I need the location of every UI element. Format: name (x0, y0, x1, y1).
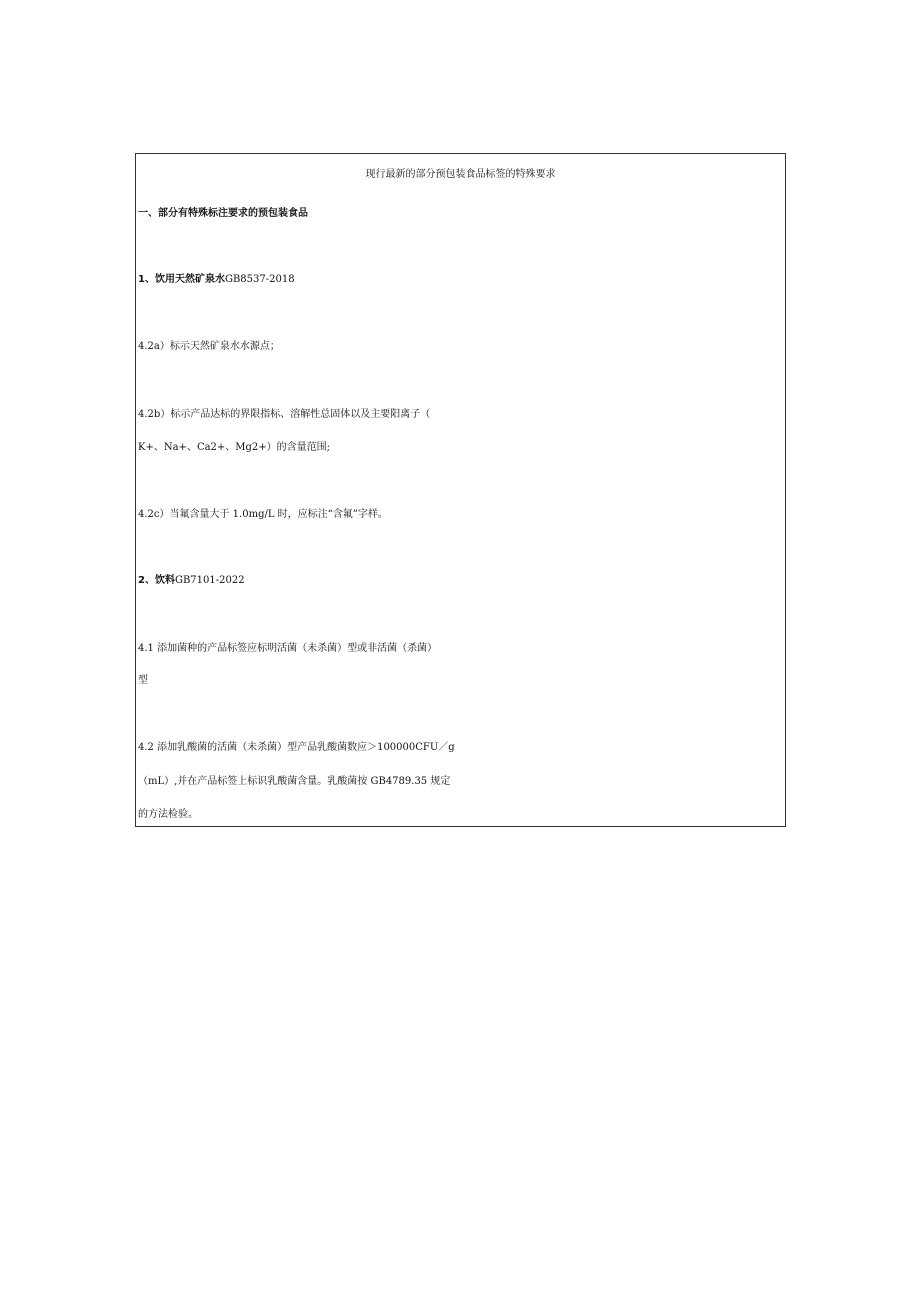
item-heading-text: 2、饮料 (138, 575, 175, 586)
item-heading-beverages (138, 569, 785, 593)
paragraph: 4.2b）标示产品达标的界限指标、溶解性总固体以及主要阳离子（ (138, 409, 431, 420)
paragraph: （mL）,并在产品标签上标识乳酸菌含量。乳酸菌按 GB4789.35 规定 (138, 776, 451, 787)
paragraph: K+、Na+、Ca2+、Mg2+）的含量范围; (138, 442, 331, 453)
paragraph: 4.2c）当氟含量大于 1.0mg/L 时，应标注“含氟”字样。 (138, 509, 388, 520)
paragraph: 4.1 添加菌种的产品标签应标明活菌（未杀菌）型或非活菌（杀菌） (138, 643, 438, 654)
paragraph: 型 (138, 675, 148, 686)
item-heading-mineral-water (138, 268, 785, 292)
standard-code: GB8537-2018 (224, 274, 295, 285)
paragraph: 4.2 添加乳酸菌的活菌（未杀菌）型产品乳酸菌数应＞100000CFU／g (138, 742, 455, 753)
section-heading: 一、部分有特殊标注要求的预包装食品 (138, 208, 308, 219)
paragraph: 的方法检验。 (138, 809, 198, 820)
paragraph: 4.2a）标示天然矿泉水水源点； (138, 341, 280, 352)
document-title: 现行最新的部分预包装食品标签的特殊要求 (365, 169, 556, 180)
document-frame (135, 153, 786, 827)
item-heading-text: 1、饮用天然矿泉水 (138, 274, 225, 285)
standard-code: GB7101-2022 (174, 575, 245, 586)
